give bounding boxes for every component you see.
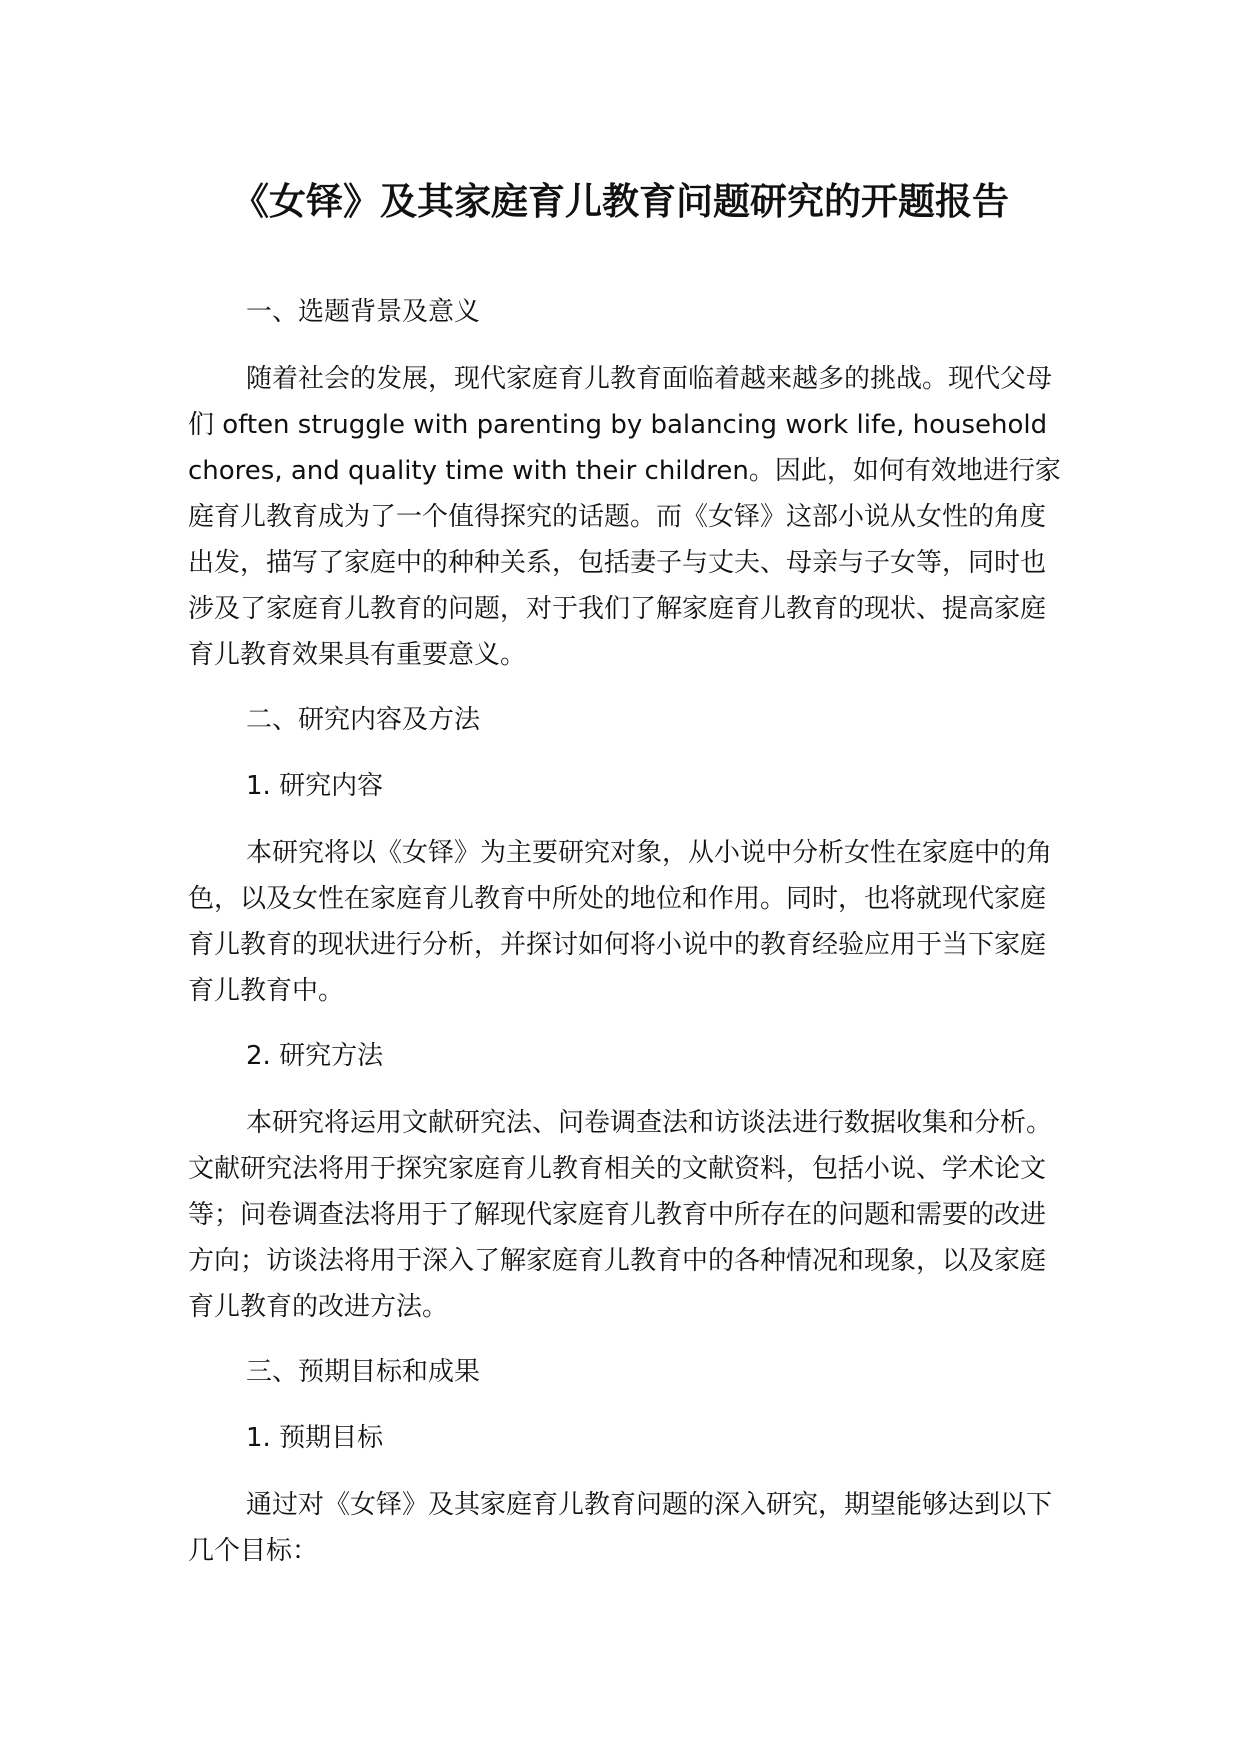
paragraph: 通过对《女铎》及其家庭育儿教育问题的深入研究，期望能够达到以下几个目标： bbox=[188, 1490, 1053, 1566]
paragraph: 随着社会的发展，现代家庭育儿教育面临着越来越多的挑战。现代父母们 often struggle with parenting by balancing work life, household chores, and quality time with their children。因此，如何有效地进行家庭育儿教育成为了一个值得探究的话题。而《女铎》这部小说从女性的角度出发，描写了家庭中的种种关系，包括妻子与丈夫、母亲与子女等，同时也涉及了家庭育儿教育的问题，对于我们了解家庭育儿教育的现状、提高家庭育儿教育效果具有重要意义。 bbox=[188, 364, 1061, 670]
subsection-heading: 1. 研究内容 bbox=[246, 771, 384, 801]
paragraph: 本研究将运用文献研究法、问卷调查法和访谈法进行数据收集和分析。文献研究法将用于探究家庭育儿教育相关的文献资料，包括小说、学术论文等；问卷调查法将用于了解现代家庭育儿教育中所存在的问题和需要的改进方向；访谈法将用于深入了解家庭育儿教育中的各种情况和现象，以及家庭育儿教育的改进方法。 bbox=[188, 1108, 1053, 1322]
paragraph: 本研究将以《女铎》为主要研究对象，从小说中分析女性在家庭中的角色，以及女性在家庭育儿教育中所处的地位和作用。同时，也将就现代家庭育儿教育的现状进行分析，并探讨如何将小说中的教育经验应用于当下家庭育儿教育中。 bbox=[188, 838, 1053, 1006]
document-body bbox=[188, 290, 1068, 1574]
section-heading: 二、研究内容及方法 bbox=[246, 705, 481, 735]
subsection-heading: 2. 研究方法 bbox=[246, 1041, 384, 1071]
document-title: 《女铎》及其家庭育儿教育问题研究的开题报告 bbox=[232, 180, 1009, 223]
subsection-heading: 1. 预期目标 bbox=[246, 1423, 384, 1453]
section-heading: 三、预期目标和成果 bbox=[246, 1357, 481, 1387]
section-heading: 一、选题背景及意义 bbox=[246, 297, 481, 327]
